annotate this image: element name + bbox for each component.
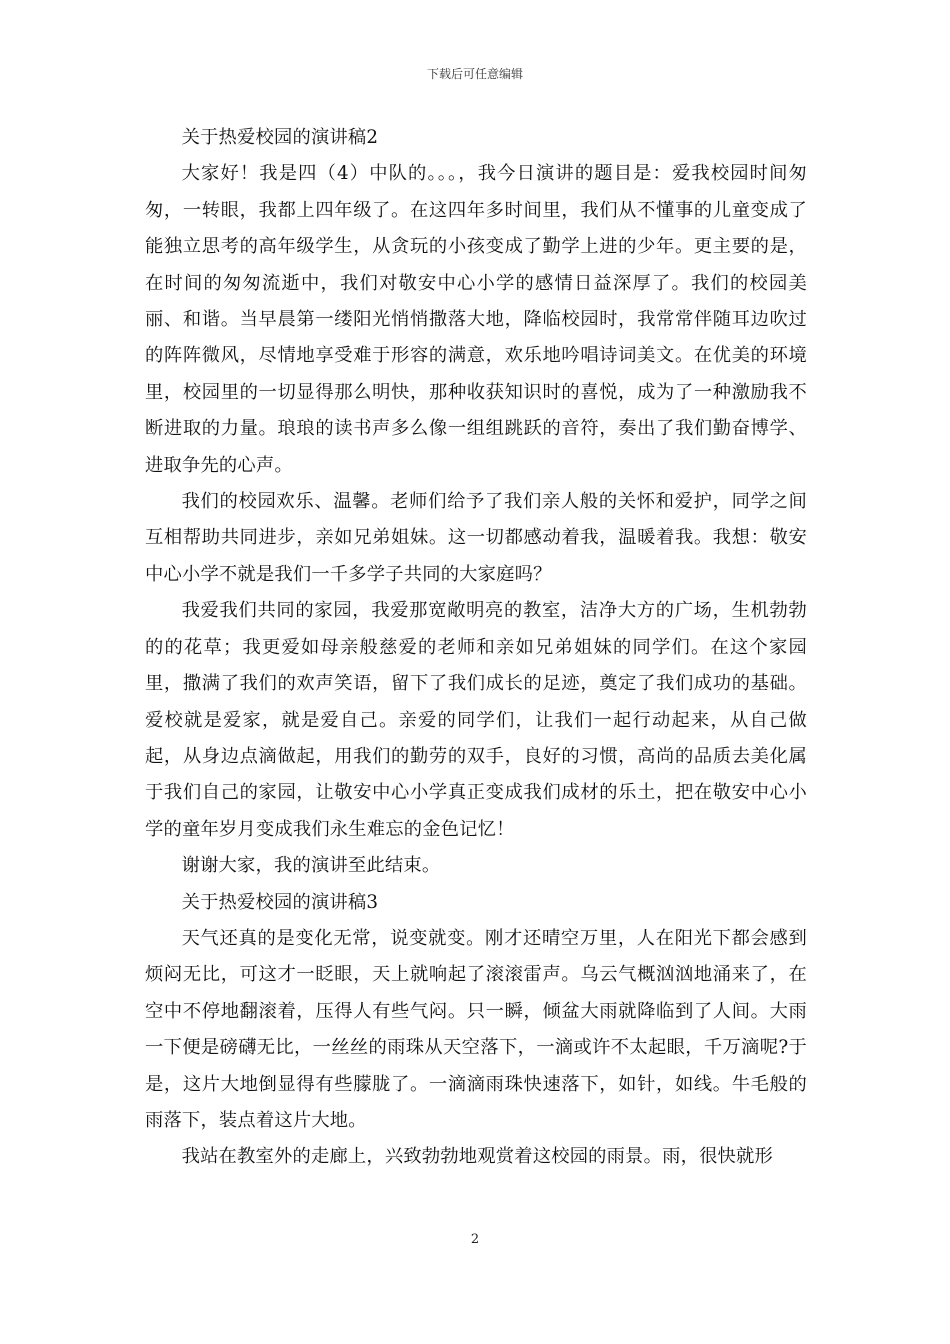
- paragraph-weather: 天气还真的是变化无常，说变就变。刚才还晴空万里，人在阳光下都会感到烦闷无比，可这才一眨眼，天上就响起了滚滚雷声。乌云气概汹汹地涌来了，在空中不停地翻滚着，压得人有些气闷。只一瞬，倾盆大雨就降临到了人间。大雨一下便是磅礴无比，一丝丝的雨珠从天空落下，一滴或许不太起眼，千万滴呢?于是，这片大地倒显得有些朦胧了。一滴滴雨珠快速落下，如针，如线。牛毛般的雨落下，装点着这片大地。: [145, 927, 807, 1131]
- speech-title-3: 关于热爱校园的演讲稿3: [181, 891, 379, 913]
- speech-title-2: 关于热爱校园的演讲稿2: [181, 127, 379, 148]
- page-number: 2: [470, 1232, 480, 1247]
- document-body: [145, 120, 807, 1176]
- paragraph-closing: 谢谢大家，我的演讲至此结束。: [181, 855, 441, 877]
- paragraph-intro: 大家好！我是四（4）中队的。。。，我今日演讲的题目是：爱我校园时间匆匆，一转眼，我都上四年级了。在这四年多时间里，我们从不懂事的儿童变成了能独立思考的高年级学生，从贪玩的小孩变成了勤学上进的少年。更主要的是，在时间的匆匆流逝中，我们对敬安中心小学的感情日益深厚了。我们的校园美丽、和谐。当早晨第一缕阳光悄悄撒落大地，降临校园时，我常常伴随耳边吹过的阵阵微风，尽情地享受难于形容的满意，欢乐地吟唱诗词美文。在优美的环境里，校园里的一切显得那么明快，那种收获知识时的喜悦，成为了一种激励我不断进取的力量。琅琅的读书声多么像一组组跳跃的音符，奏出了我们勤奋博学、进取争先的心声。: [145, 163, 807, 476]
- page-header: 下载后可任意编辑: [426, 67, 523, 81]
- paragraph-rain-view: 我站在教室外的走廊上，兴致勃勃地观赏着这校园的雨景。雨，很快就形: [181, 1146, 773, 1168]
- paragraph-love-home: 我爱我们共同的家园，我爱那宽敞明亮的教室，洁净大方的广场，生机勃勃的的花草；我更爱如母亲般慈爱的老师和亲如兄弟姐妹的同学们。在这个家园里，撒满了我们的欢声笑语，留下了我们成长的足迹，奠定了我们成功的基础。爱校就是爱家，就是爱自己。亲爱的同学们，让我们一起行动起来，从自己做起，从身边点滴做起，用我们的勤劳的双手，良好的习惯，高尚的品质去美化属于我们自己的家园，让敬安中心小学真正变成我们成材的乐土，把在敬安中心小学的童年岁月变成我们永生难忘的金色记忆！: [145, 600, 807, 840]
- paragraph-warm-campus: 我们的校园欢乐、温馨。老师们给予了我们亲人般的关怀和爱护，同学之间互相帮助共同进步，亲如兄弟姐妹。这一切都感动着我，温暖着我。我想：敬安中心小学不就是我们一千多学子共同的大家庭吗？: [145, 491, 807, 585]
